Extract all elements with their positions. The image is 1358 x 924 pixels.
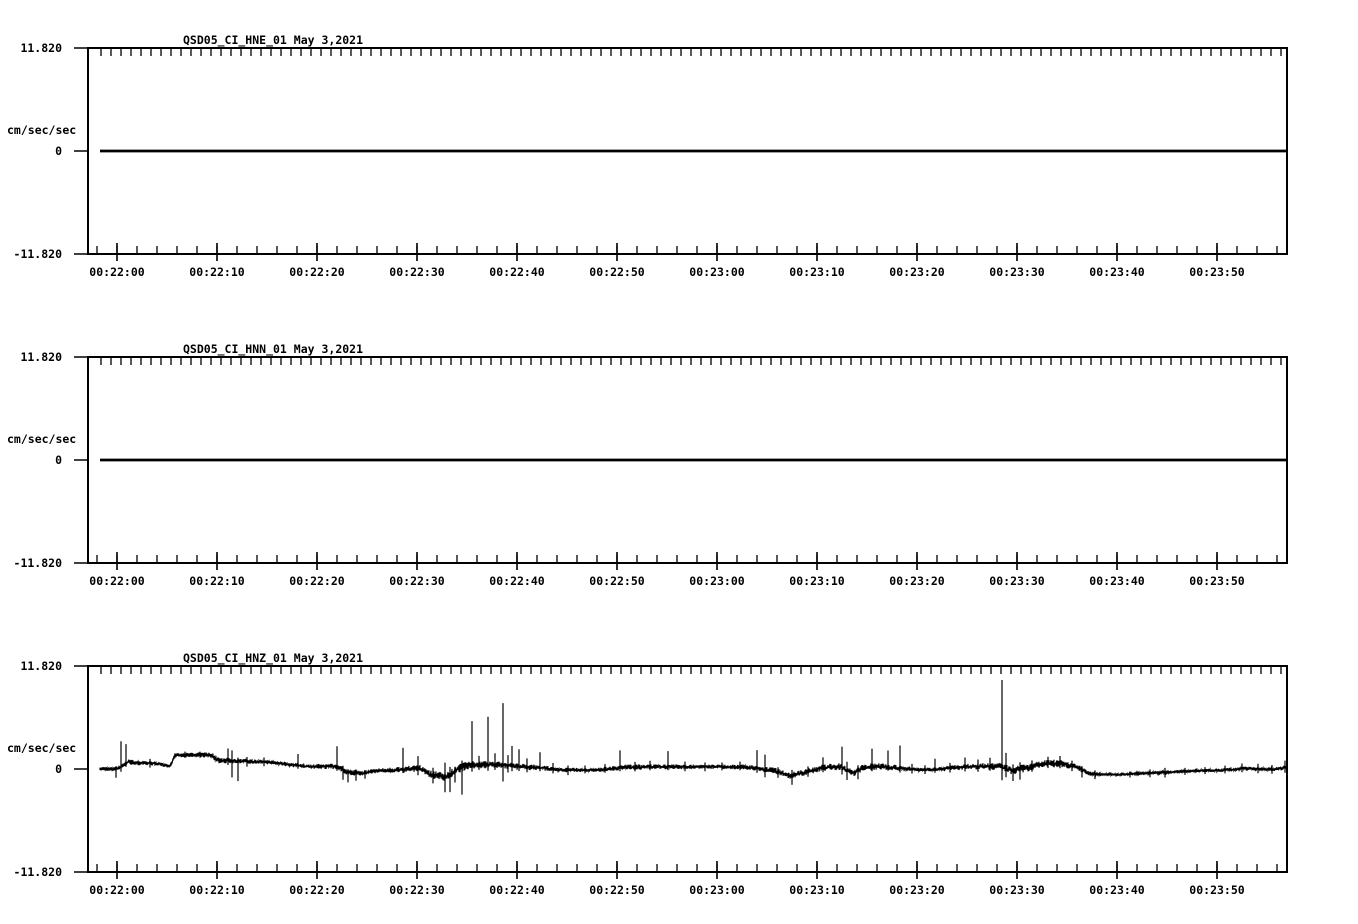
x-tick-label: 00:22:20: [289, 265, 345, 279]
x-tick-label: 00:22:40: [489, 265, 545, 279]
x-tick-label: 00:22:50: [589, 574, 645, 588]
x-tick-label: 00:22:10: [189, 265, 245, 279]
x-tick-label: 00:23:30: [989, 265, 1045, 279]
bottom-axis-major-ticks: [117, 861, 1217, 879]
x-tick-label: 00:22:40: [489, 883, 545, 897]
y-tick-label: -11.820: [13, 865, 62, 879]
x-tick-label: 00:23:40: [1089, 574, 1145, 588]
x-tick-label: 00:22:50: [589, 265, 645, 279]
x-tick-label: 00:22:00: [89, 265, 145, 279]
top-axis-ticks: [101, 48, 1281, 56]
y-tick-label: -11.820: [13, 556, 62, 570]
bottom-axis-minor-ticks: [97, 864, 1277, 872]
waveform-spikes: [116, 680, 1285, 795]
x-tick-label: 00:23:40: [1089, 265, 1145, 279]
y-axis-ticks: [74, 48, 87, 254]
panel-title: QSD05_CI_HNZ_01 May 3,2021: [183, 651, 364, 665]
x-tick-label: 00:22:00: [89, 883, 145, 897]
x-tick-label: 00:22:50: [589, 883, 645, 897]
x-tick-label: 00:22:30: [389, 574, 445, 588]
x-tick-label: 00:23:00: [689, 574, 745, 588]
x-tick-label: 00:22:10: [189, 574, 245, 588]
top-axis-ticks: [101, 666, 1281, 674]
x-tick-label: 00:23:00: [689, 265, 745, 279]
panel-title: QSD05_CI_HNN_01 May 3,2021: [183, 342, 364, 356]
bottom-axis-major-ticks: [117, 552, 1217, 570]
x-tick-label: 00:23:20: [889, 265, 945, 279]
bottom-axis-minor-ticks: [97, 555, 1277, 563]
x-tick-label: 00:23:10: [789, 265, 845, 279]
y-axis-unit-label: cm/sec/sec: [7, 123, 77, 137]
y-tick-label: 0: [55, 453, 62, 467]
x-tick-label: 00:23:50: [1189, 883, 1245, 897]
plot-frame: [88, 666, 1287, 872]
waveform-trace: [100, 752, 1286, 780]
bottom-axis-major-ticks: [117, 243, 1217, 261]
y-tick-label: 11.820: [20, 41, 62, 55]
x-tick-label: 00:22:20: [289, 883, 345, 897]
y-tick-label: 11.820: [20, 350, 62, 364]
seismogram-panel-hne: [7, 33, 1287, 279]
y-axis-unit-label: cm/sec/sec: [7, 741, 77, 755]
x-tick-label: 00:23:30: [989, 574, 1045, 588]
y-tick-label: -11.820: [13, 247, 62, 261]
bottom-axis-minor-ticks: [97, 246, 1277, 254]
x-tick-label: 00:22:40: [489, 574, 545, 588]
x-tick-label: 00:23:20: [889, 574, 945, 588]
y-axis-unit-label: cm/sec/sec: [7, 432, 77, 446]
x-tick-label: 00:22:30: [389, 883, 445, 897]
x-tick-label: 00:22:30: [389, 265, 445, 279]
x-tick-label: 00:23:10: [789, 574, 845, 588]
y-axis-ticks: [74, 666, 87, 872]
panel-title: QSD05_CI_HNE_01 May 3,2021: [183, 33, 364, 47]
x-tick-label: 00:23:10: [789, 883, 845, 897]
x-tick-label: 00:23:00: [689, 883, 745, 897]
y-tick-label: 0: [55, 762, 62, 776]
x-tick-label: 00:23:40: [1089, 883, 1145, 897]
x-tick-label: 00:23:50: [1189, 574, 1245, 588]
y-axis-ticks: [74, 357, 87, 563]
y-tick-label: 0: [55, 144, 62, 158]
x-tick-label: 00:23:20: [889, 883, 945, 897]
x-tick-label: 00:23:50: [1189, 265, 1245, 279]
top-axis-ticks: [101, 357, 1281, 365]
seismogram-panel-hnn: [7, 342, 1287, 588]
x-tick-label: 00:22:00: [89, 574, 145, 588]
seismogram-panel-hnz: [7, 651, 1287, 897]
y-tick-label: 11.820: [20, 659, 62, 673]
x-tick-label: 00:23:30: [989, 883, 1045, 897]
x-tick-label: 00:22:10: [189, 883, 245, 897]
x-tick-label: 00:22:20: [289, 574, 345, 588]
